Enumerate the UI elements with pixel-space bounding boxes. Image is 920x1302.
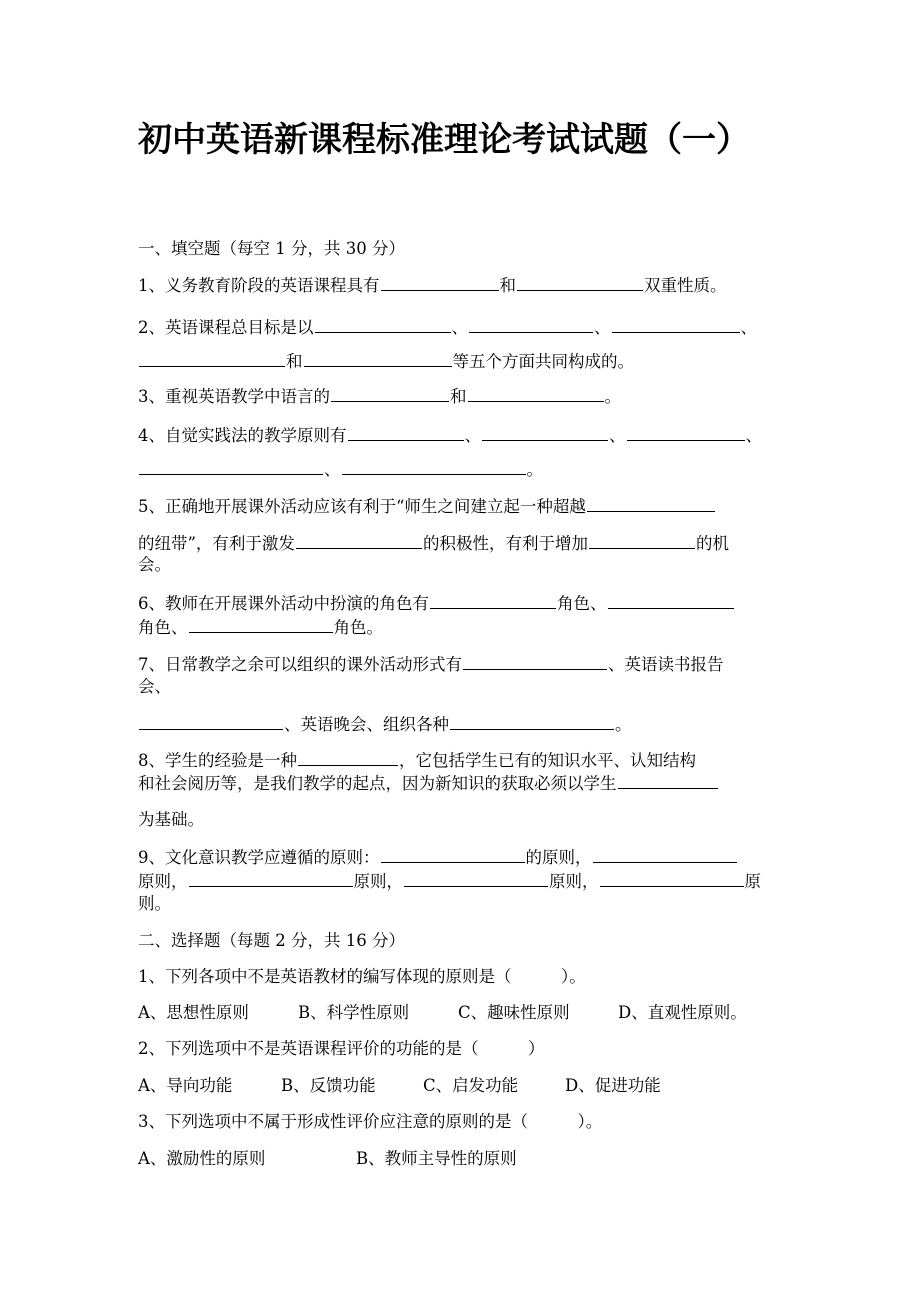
q7-text-c: 会、 xyxy=(138,677,171,696)
fill-question-1 xyxy=(138,274,782,297)
q8-text-b: ，它包括学生已有的知识水平、认知结构 xyxy=(399,751,696,770)
q4-blank-3[interactable] xyxy=(627,424,745,441)
q5-text-e: 会。 xyxy=(138,555,171,574)
q9-text-e: 原则， xyxy=(549,872,599,891)
fill-question-7-line3 xyxy=(138,713,782,736)
q1-blank-1[interactable] xyxy=(381,274,499,291)
q1-text-b: 和 xyxy=(499,276,516,295)
q8-blank-2[interactable] xyxy=(618,772,718,789)
fill-question-7 xyxy=(138,653,782,676)
q2-option-a[interactable]: A、导向功能 xyxy=(138,1076,233,1095)
fill-question-3 xyxy=(138,385,782,408)
q6-blank-1[interactable] xyxy=(430,592,556,609)
q9-blank-2[interactable] xyxy=(593,846,737,863)
q6-text-d: 角色。 xyxy=(333,618,383,637)
q4-sep-2: 、 xyxy=(609,426,626,445)
q4-text-a: 4、自觉实践法的教学原则有 xyxy=(138,426,347,445)
q9-blank-3[interactable] xyxy=(189,870,353,887)
fill-question-5-end xyxy=(138,554,782,576)
q1-option-c[interactable]: C、趣味性原则 xyxy=(458,1003,570,1022)
fill-question-8 xyxy=(138,749,782,772)
q2-text-b: 和 xyxy=(286,352,303,371)
fill-question-6-cont xyxy=(138,616,782,639)
q9-blank-1[interactable] xyxy=(381,846,525,863)
q9-blank-4[interactable] xyxy=(404,870,548,887)
q6-blank-2[interactable] xyxy=(608,592,734,609)
q4-sep-1: 、 xyxy=(464,426,481,445)
fill-question-4 xyxy=(138,424,782,447)
fill-question-7-line2 xyxy=(138,676,782,698)
choice-question-1-stem: 1、下列各项中不是英语教材的编写体现的原则是（ ）。 xyxy=(138,967,586,986)
q3-text-c: 。 xyxy=(604,387,621,406)
fill-question-8-end xyxy=(138,809,782,831)
q2-sep-3: 、 xyxy=(740,318,757,337)
choice-question-3-options xyxy=(138,1148,782,1170)
section-1-header: 一、填空题（每空 1 分，共 30 分） xyxy=(138,239,405,258)
q3-text-a: 3、重视英语教学中语言的 xyxy=(138,387,330,406)
q2-sep-1: 、 xyxy=(451,318,468,337)
q5-text-b: 的纽带”，有利于激发 xyxy=(138,534,295,553)
q7-text-d: 、英语晚会、组织各种 xyxy=(284,715,449,734)
q2-text-c: 等五个方面共同构成的。 xyxy=(452,352,634,371)
q6-text-c: 角色、 xyxy=(138,618,188,637)
choice-question-2-options xyxy=(138,1075,782,1097)
q5-text-a: 5、正确地开展课外活动应该有利于“师生之间建立起一种超越 xyxy=(138,497,586,516)
q1-option-d[interactable]: D、直观性原则。 xyxy=(618,1003,747,1022)
q2-blank-5[interactable] xyxy=(304,350,452,367)
q8-text-a: 8、学生的经验是一种 xyxy=(138,751,297,770)
fill-question-8-cont xyxy=(138,772,782,795)
q8-text-d: 为基础。 xyxy=(138,810,204,829)
q2-blank-2[interactable] xyxy=(469,316,593,333)
q1-blank-2[interactable] xyxy=(517,274,643,291)
q9-text-f: 原 xyxy=(744,872,761,891)
q6-blank-3[interactable] xyxy=(189,616,333,633)
fill-question-9-cont xyxy=(138,870,782,893)
q8-blank-1[interactable] xyxy=(298,749,398,766)
fill-question-9 xyxy=(138,846,782,869)
q2-option-b[interactable]: B、反馈功能 xyxy=(281,1076,376,1095)
q5-blank-1[interactable] xyxy=(587,495,715,512)
q7-text-e: 。 xyxy=(615,715,632,734)
fill-question-9-end xyxy=(138,893,782,915)
q7-blank-2[interactable] xyxy=(139,713,283,730)
q5-blank-3[interactable] xyxy=(589,532,695,549)
q6-text-a: 6、教师在开展课外活动中扮演的角色有 xyxy=(138,594,429,613)
q5-text-c: 的积极性，有利于增加 xyxy=(422,534,588,553)
q5-text-d: 的机 xyxy=(695,534,729,553)
q9-text-a: 9、文化意识教学应遵循的原则： xyxy=(138,848,380,867)
q9-blank-5[interactable] xyxy=(600,870,744,887)
q4-blank-1[interactable] xyxy=(348,424,464,441)
q2-blank-4[interactable] xyxy=(139,350,285,367)
q1-text-a: 1、义务教育阶段的英语课程具有 xyxy=(138,276,380,295)
q4-blank-2[interactable] xyxy=(482,424,608,441)
q2-sep-2: 、 xyxy=(594,318,611,337)
q2-text-a: 2、英语课程总目标是以 xyxy=(138,318,314,337)
choice-question-1-options xyxy=(138,1002,782,1024)
q6-text-b: 角色、 xyxy=(557,594,607,613)
fill-question-5 xyxy=(138,495,782,518)
q1-option-a[interactable]: A、思想性原则 xyxy=(138,1003,249,1022)
q9-text-g: 则。 xyxy=(138,894,171,913)
q4-blank-5[interactable] xyxy=(342,458,526,475)
q3-text-b: 和 xyxy=(450,387,467,406)
q3-option-a[interactable]: A、激励性的原则 xyxy=(138,1149,266,1168)
q7-text-b: 、英语读书报告 xyxy=(608,655,724,674)
q4-blank-4[interactable] xyxy=(139,458,323,475)
fill-question-4-cont xyxy=(138,458,782,481)
q7-text-a: 7、日常教学之余可以组织的课外活动形式有 xyxy=(138,655,462,674)
q5-blank-2[interactable] xyxy=(296,532,422,549)
q4-sep-3: 、 xyxy=(745,426,762,445)
q2-option-c[interactable]: C、启发功能 xyxy=(423,1076,519,1095)
q4-sep-4: 、 xyxy=(324,460,341,479)
q9-text-b: 的原则， xyxy=(525,848,592,867)
fill-question-5-cont xyxy=(138,532,782,555)
section-2-header: 二、选择题（每题 2 分，共 16 分） xyxy=(138,931,405,950)
q3-blank-1[interactable] xyxy=(331,385,449,402)
fill-question-2-cont xyxy=(138,350,782,373)
q9-text-c: 原则， xyxy=(138,872,188,891)
q2-blank-1[interactable] xyxy=(315,316,451,333)
q4-end: 。 xyxy=(526,460,543,479)
q9-text-d: 原则， xyxy=(353,872,403,891)
fill-question-6 xyxy=(138,592,782,615)
choice-question-2-stem: 2、下列选项中不是英语课程评价的功能的是（ ） xyxy=(138,1039,545,1058)
fill-question-2 xyxy=(138,316,782,339)
q1-text-c: 双重性质。 xyxy=(644,276,727,295)
q7-blank-1[interactable] xyxy=(463,653,607,670)
q2-blank-3[interactable] xyxy=(612,316,740,333)
page-title: 初中英语新课程标准理论考试试题（一） xyxy=(138,120,750,160)
q3-blank-2[interactable] xyxy=(468,385,604,402)
q7-blank-3[interactable] xyxy=(450,713,614,730)
choice-question-3-stem: 3、下列选项中不属于形成性评价应注意的原则的是（ ）。 xyxy=(138,1112,603,1131)
q8-text-c: 和社会阅历等，是我们教学的起点，因为新知识的获取必须以学生 xyxy=(138,774,617,793)
q2-option-d[interactable]: D、促进功能 xyxy=(565,1076,661,1095)
q1-option-b[interactable]: B、科学性原则 xyxy=(298,1003,410,1022)
q3-option-b[interactable]: B、教师主导性的原则 xyxy=(356,1149,517,1168)
